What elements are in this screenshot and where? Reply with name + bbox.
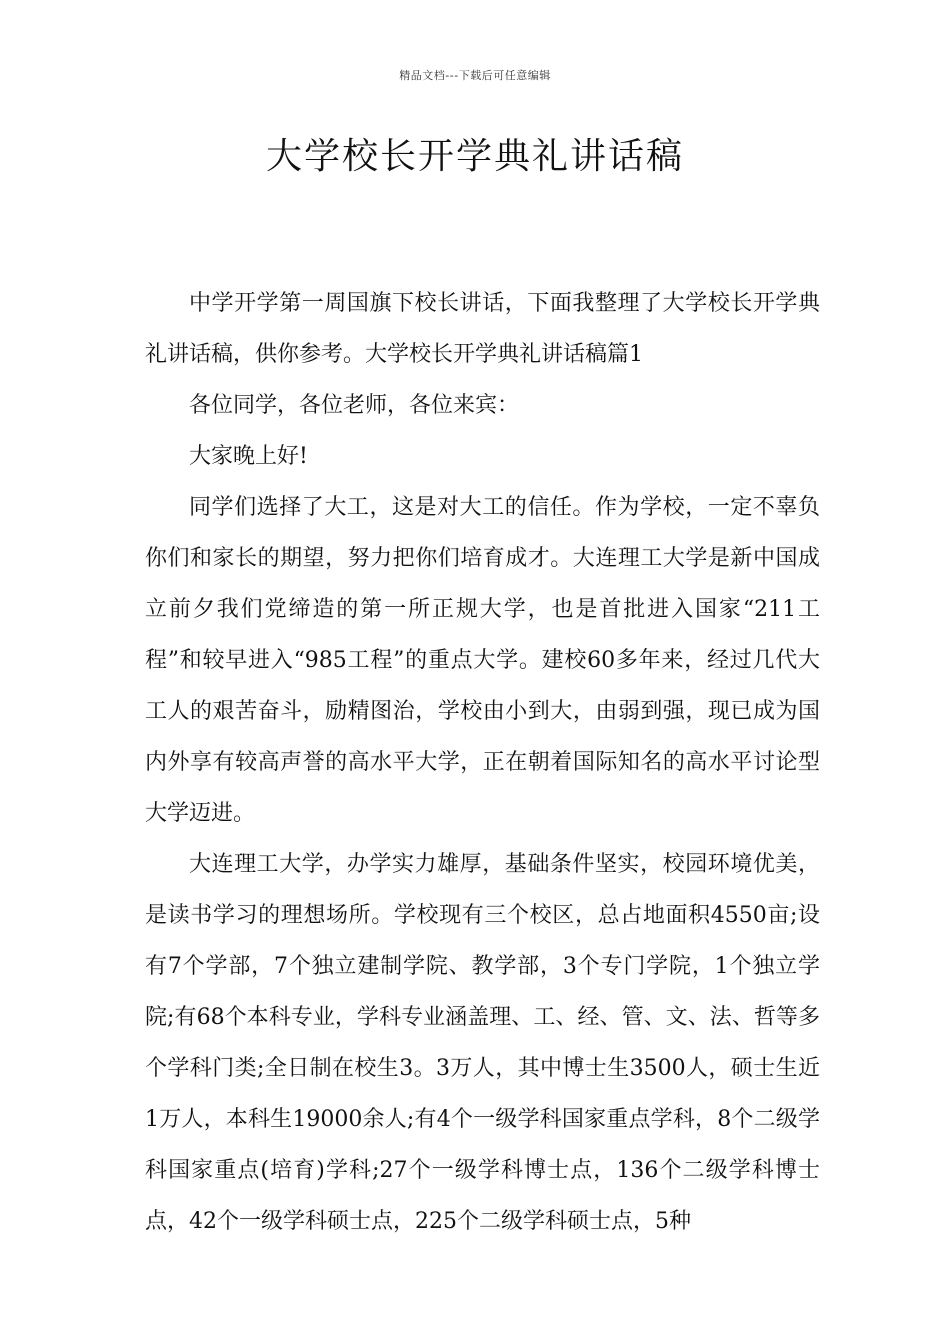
paragraph-salutation: 各位同学，各位老师，各位来宾：: [189, 393, 520, 418]
document-body: [145, 278, 820, 1247]
paragraph-intro: 中学开学第一周国旗下校长讲话，下面我整理了大学校长开学典礼讲话稿，供你参考。大学校长开学典礼讲话稿篇1: [145, 291, 820, 367]
document-title: 大学校长开学典礼讲话稿: [265, 136, 684, 177]
paragraph-school-history: 同学们选择了大工，这是对大工的信任。作为学校，一定不辜负你们和家长的期望，努力把你们培育成才。大连理工大学是新中国成立前夕我们党缔造的第一所正规大学，也是首批进入国家“211工程”和较早进入“985工程”的重点大学。建校60多年来，经过几代大工人的艰苦奋斗，励精图治，学校由小到大，由弱到强，现已成为国内外享有较高声誉的高水平大学，正在朝着国际知名的高水平讨论型大学迈进。: [145, 495, 820, 826]
paragraph-school-facts: 大连理工大学，办学实力雄厚，基础条件坚实，校园环境优美，是读书学习的理想场所。学校现有三个校区，总占地面积4550亩;设有7个学部，7个独立建制学院、教学部，3个专门学院，1个独立学院;有68个本科专业，学科专业涵盖理、工、经、管、文、法、哲等多个学科门类;全日制在校生3。3万人，其中博士生3500人，硕士生近1万人，本科生19000余人;有4个一级学科国家重点学科，8个二级学科国家重点(培育)学科;27个一级学科博士点，136个二级学科博士点，42个一级学科硕士点，225个二级学科硕士点，5种: [145, 852, 820, 1234]
paragraph-greeting: 大家晚上好!: [189, 444, 308, 469]
page-header: 精品文档---下载后可任意编辑: [399, 69, 551, 82]
